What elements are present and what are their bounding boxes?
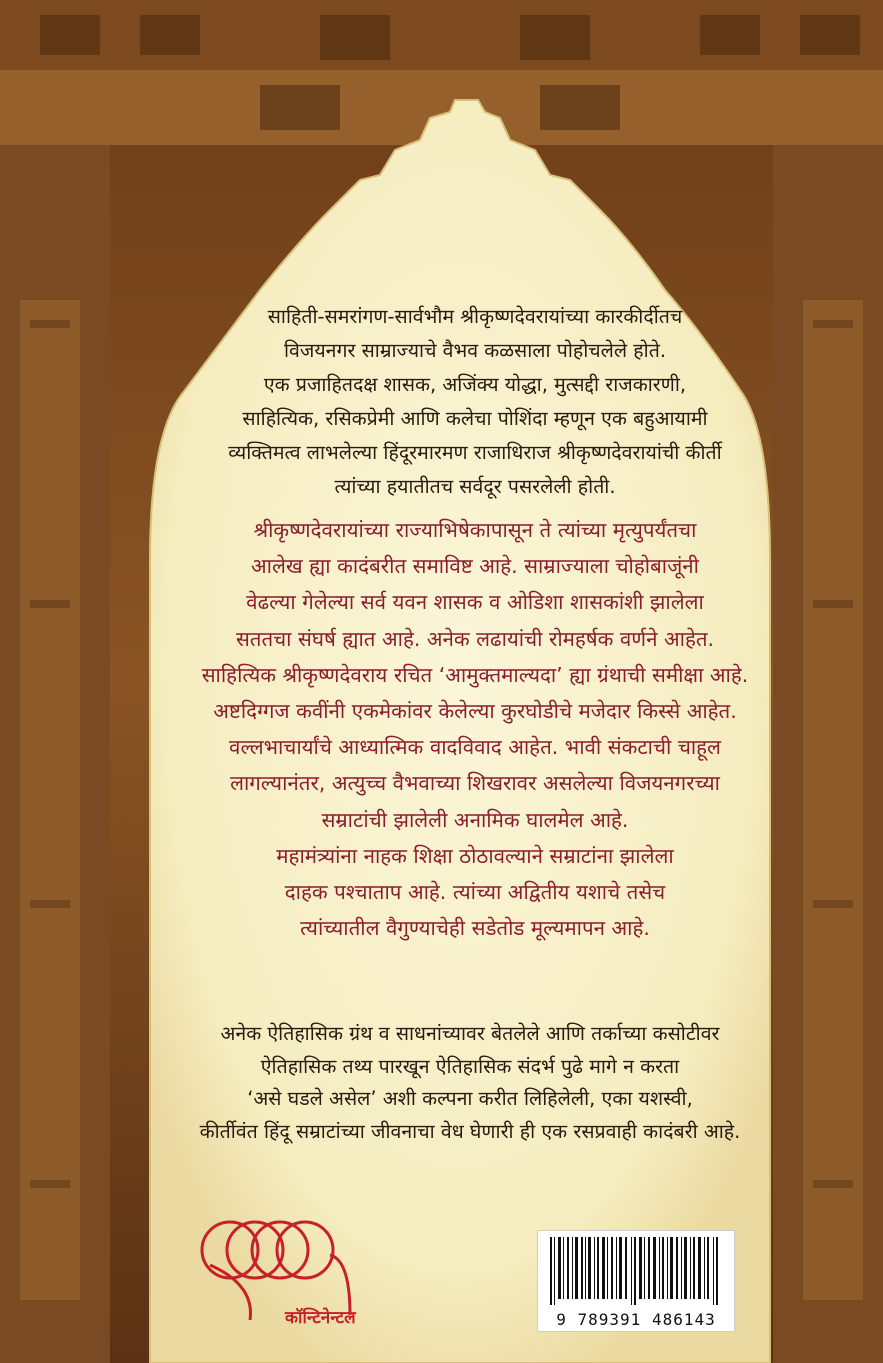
barcode-icon <box>538 1231 734 1309</box>
text-line: अष्टदिग्गज कवींनी एकमेकांवर केलेल्या कुरघोडीचे मजेदार किस्से आहेत. <box>213 699 737 724</box>
isbn-number: 9 789391 486143 <box>556 1310 716 1329</box>
barcode <box>537 1230 735 1332</box>
text-line: विजयनगर साम्राज्याचे वैभव कळसाला पोहोचलेले होते. <box>283 339 667 362</box>
text-line: श्रीकृष्णदेवरायांच्या राज्याभिषेकापासून ते त्यांच्या मृत्युपर्यंतचा <box>253 518 697 542</box>
text-line: महामंत्र्यांना नाहक शिक्षा ठोठावल्याने सम्राटांना झालेला <box>276 843 674 868</box>
text-line: आलेख ह्या कादंबरीत समाविष्ट आहे. साम्राज्याला चोहोबाजूंनी <box>251 554 699 579</box>
text-line: वल्लभाचार्यांचे आध्यात्मिक वादविवाद आहेत. भावी संकटाची चाहूल <box>229 735 721 760</box>
publisher-name: कॉन्टिनेन्टल <box>285 1308 356 1328</box>
text-line: त्यांच्यातील वैगुण्याचेही सडेतोड मूल्यमापन आहे. <box>300 916 650 941</box>
text-line: साहिती-समरांगण-सार्वभौम श्रीकृष्णदेवरायांच्या कारकीर्दीतच <box>267 305 683 328</box>
text-line: एक प्रजाहितदक्ष शासक, अजिंक्य योद्धा, मुत्सद्दी राजकारणी, <box>263 373 687 396</box>
text-line: साहित्यिक श्रीकृष्णदेवराय रचित ‘आमुक्तमाल्यदा’ ह्या ग्रंथाची समीक्षा आहे. <box>201 662 749 687</box>
text-line: ‘असे घडले असेल’ अशी कल्पना करीत लिहिलेली, एका यशस्वी, <box>247 1087 693 1110</box>
text-line: लागल्यानंतर, अत्युच्च वैभवाच्या शिखरावर असलेल्या विजयनगरच्या <box>230 771 720 796</box>
closing-paragraph <box>150 1018 790 1148</box>
text-line: दाहक पश्चाताप आहे. त्यांच्या अद्वितीय यशाचे तसेच <box>284 880 666 905</box>
text-line: वेढल्या गेलेल्या सर्व यवन शासक व ओडिशा शासकांशी झालेला <box>246 590 704 615</box>
text-line: सततचा संघर्ष ह्यात आहे. अनेक लढायांची रोमहर्षक वर्णने आहेत. <box>235 626 715 651</box>
text-line: साहित्यिक, रसिकप्रेमी आणि कलेचा पोशिंदा म्हणून एक बहुआयामी <box>242 407 708 430</box>
text-line: त्यांच्या हयातीतच सर्वदूर पसरलेली होती. <box>334 475 616 498</box>
text-line: ऐतिहासिक तथ्य पारखून ऐतिहासिक संदर्भ पुढे मागे न करता <box>260 1054 680 1078</box>
text-line: अनेक ऐतिहासिक ग्रंथ व साधनांच्यावर बेतलेले आणि तर्काच्या कसोटीवर <box>220 1022 720 1045</box>
synopsis-paragraph <box>175 512 775 946</box>
text-line: सम्राटांची झालेली अनामिक घालमेल आहे. <box>321 807 629 832</box>
intro-paragraph <box>175 300 775 504</box>
text-line: व्यक्तिमत्व लाभलेल्या हिंदूरमारमण राजाधिराज श्रीकृष्णदेवरायांची कीर्ती <box>228 441 722 464</box>
text-line: कीर्तीवंत हिंदू सम्राटांच्या जीवनाचा वेध घेणारी ही एक रसप्रवाही कादंबरी आहे. <box>199 1119 741 1143</box>
